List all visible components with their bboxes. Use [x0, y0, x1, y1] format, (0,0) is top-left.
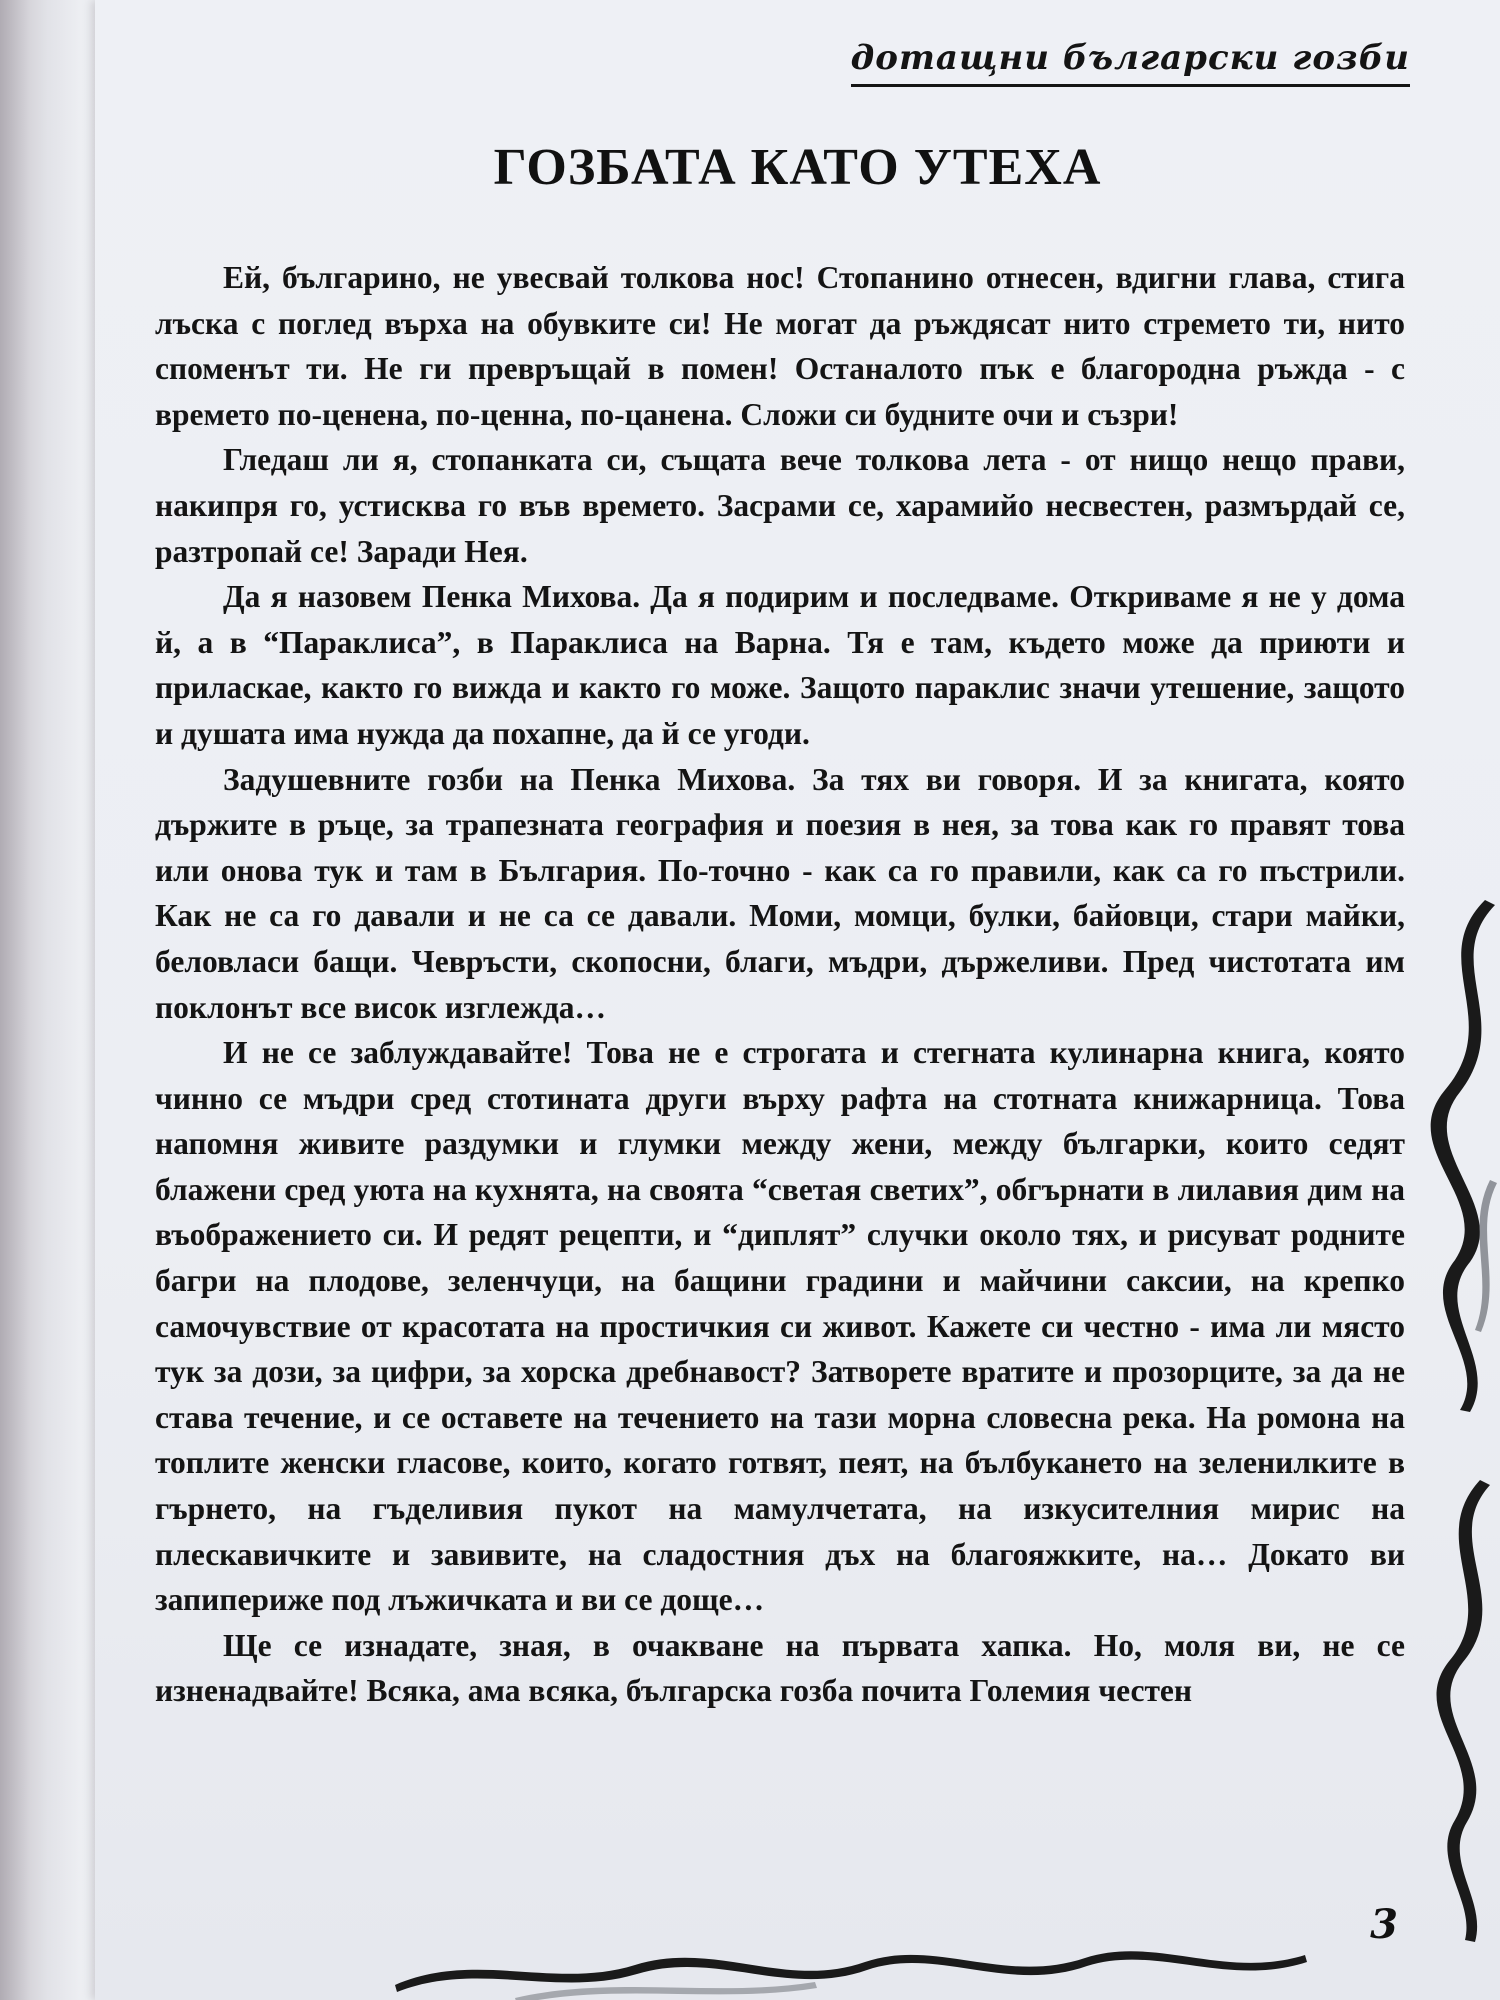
brushstroke-right-lower: [1437, 1480, 1490, 1942]
paragraph-5: И не се заблуждавайте! Това не е строгата и стегната кулинарна книга, която чинно се мъдри сред стотината други върху рафта на стотната книжарница. Това напомня живите раздумки и глумки между жени, между българки, които седят блажени сред уюта на кухнята, на своята “светая светих”, обгърнати в лилавия дим на въображението си. И редят рецепти, и “диплят” случки около тях, и рисуват родните багри на плодове, зеленчуци, на бащини градини и майчини саксии, на крепко самочувствие от красотата на простичкия си живот. Кажете си честно - има ли място тук за дози, за цифри, за хорска дребнавост? Затворете вратите и прозорците, за да не става течение, и се оставете на течението на тази морна словесна река. На ромона на топлите женски гласове, които, когато готвят, пеят, на бълбукането на зеленилките в гърнето, на гъделивия пукот на мамулчетата, на изкусителния мирис на плескавичките и завивите, на сладостния дъх на благояжките, на… Докато ви запипериже под лъжичката и ви се доще…: [155, 1035, 1405, 1618]
paragraph-1: Ей, българино, не увесвай толкова нос! Стопанино отнесен, вдигни глава, стига лъска с поглед върха на обувките си! Не могат да ръждясат нито стремето ти, нито споменът ти. Не ги превръщай в помен! Останалото пък е благородна ръжда - с времето по-ценена, по-ценна, по-цанена. Сложи си будните очи и съзри!: [155, 260, 1405, 432]
brushstroke-right-grey: [1475, 1180, 1497, 1332]
brushstroke-right-upper: [1431, 900, 1495, 1412]
paragraph-6: Ще се изнадате, зная, в очакване на първата хапка. Но, моля ви, не се изненадвайте! Всяка, ама всяка, българска гозба почита Големия честен: [155, 1627, 1405, 1709]
book-binding-shadow: [0, 0, 95, 2000]
page-title: ГОЗБАТА КАТО УТЕХА: [493, 139, 1102, 196]
book-page: [95, 0, 1500, 2000]
paragraph-3: Да я назовем Пенка Михова. Да я подирим и последваме. Откриваме я не у дома й, а в “Параклиса”, в Параклиса на Варна. Тя е там, където може да приюти и приласкае, както го вижда и както го може. Защото параклис значи утешение, защото и душата има нужда да похапне, да й се угоди.: [155, 579, 1405, 751]
brushstroke-bottom-grey: [515, 1982, 817, 2000]
page-number: 3: [1370, 1901, 1398, 1948]
body-text: [155, 255, 1405, 1714]
paragraph-2: Гледаш ли я, стопанката си, същата вече толкова лета - от нищо нещо прави, накипря го, устисква го във времето. Засрами се, харамийо несвестен, размърдай се, разтропай се! Заради Нея.: [155, 442, 1405, 569]
brushstroke-bottom: [395, 1951, 1307, 1992]
running-header: дотащни български гозби: [851, 38, 1410, 87]
paragraph-4: Задушевните гозби на Пенка Михова. За тях ви говоря. И за книгата, която държите в ръце, за трапезната география и поезия в нея, за това как го правят това или онова тук и там в България. По-точно - как са го правили, как са го пъстрили. Как не са го давали и не са се давали. Моми, момци, булки, байовци, стари майки, беловласи бащи. Чевръсти, скопосни, благи, мъдри, държеливи. Пред чистотата им поклонът все висок изглежда…: [155, 761, 1405, 1025]
